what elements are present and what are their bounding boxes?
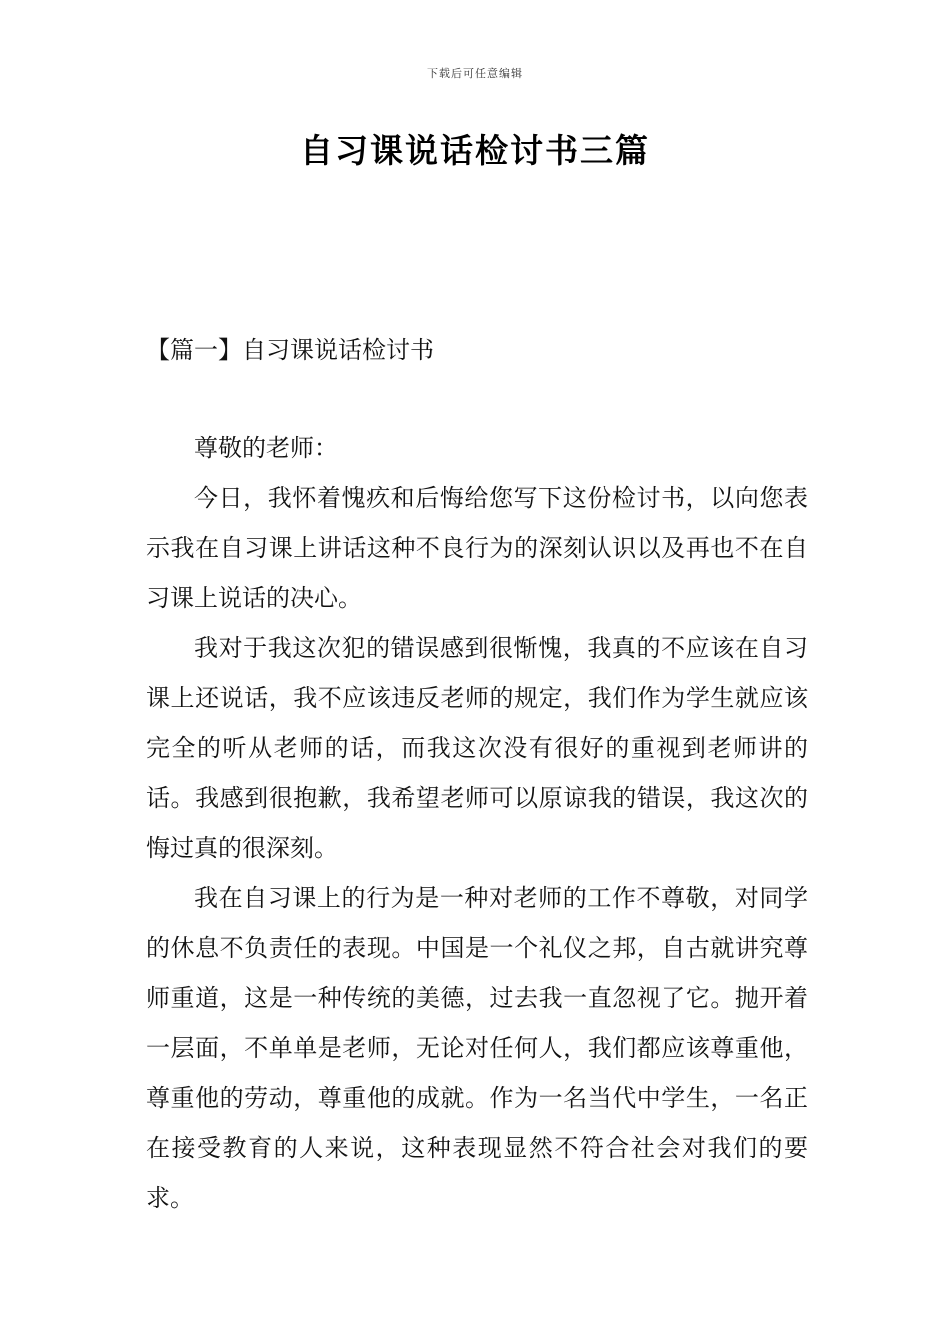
salutation: 尊敬的老师： — [194, 434, 338, 462]
body-paragraph: 我对于我这次犯的错误感到很惭愧，我真的不应该在自习课上还说话，我不应该违反老师的规定，我们作为学生就应该完全的听从老师的话，而我这次没有很好的重视到老师讲的话。我感到很抱歉，我希望老师可以原谅我的错误，我这次的悔过真的很深刻。 — [146, 634, 808, 862]
section-heading: 【篇一】自习课说话检讨书 — [146, 336, 434, 364]
document-title: 自习课说话检讨书三篇 — [300, 131, 650, 170]
document-body — [146, 423, 808, 1223]
body-paragraph: 我在自习课上的行为是一种对老师的工作不尊敬，对同学的休息不负责任的表现。中国是一个礼仪之邦，自古就讲究尊师重道，这是一种传统的美德，过去我一直忽视了它。抛开着一层面，不单单是老师，无论对任何人，我们都应该尊重他，尊重他的劳动，尊重他的成就。作为一名当代中学生，一名正在接受教育的人来说，这种表现显然不符合社会对我们的要求。 — [146, 884, 808, 1212]
body-paragraph: 今日，我怀着愧疚和后悔给您写下这份检讨书，以向您表示我在自习课上讲话这种不良行为的深刻认识以及再也不在自习课上说话的决心。 — [146, 484, 808, 612]
page-header-note: 下载后可任意编辑 — [427, 67, 523, 80]
